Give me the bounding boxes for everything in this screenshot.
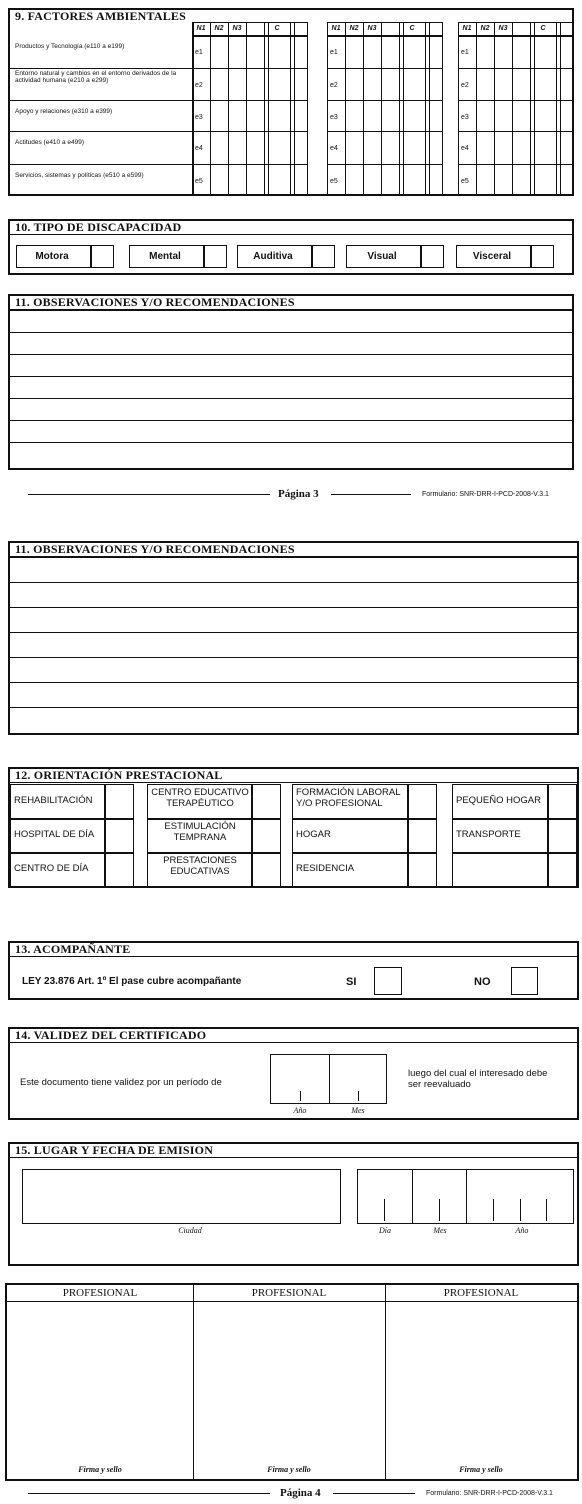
factor-header-n2: N2 [480,25,490,32]
acompanante-no-checkbox[interactable] [511,967,538,995]
orientacion-checkbox[interactable] [253,854,279,885]
form-code-4: Formulario: SNR-DRR-I-PCD-2008-V.3.1 [426,1490,553,1497]
orientacion-label: PEQUEÑO HOGAR [456,795,541,806]
factor-cell-input[interactable] [247,36,263,67]
factor-cell-input[interactable] [229,165,245,195]
city-caption: Ciudad [178,1226,202,1235]
factor-cell-input[interactable] [364,101,380,130]
factor-header-c: C [274,25,280,32]
acompanante-title: 13. ACOMPAÑANTE [10,943,577,957]
discapacidad-checkbox-auditiva[interactable] [313,247,333,266]
factor-header-n2: N2 [349,25,359,32]
orientacion-checkbox[interactable] [106,820,132,850]
year-field[interactable] [466,1169,574,1224]
factor-cell-input[interactable] [477,165,493,195]
signature-caption-1: Firma y sello [78,1465,122,1474]
discapacidad-label: Mental [149,251,181,262]
observacion-line-input[interactable] [10,583,577,606]
day-caption: Día [379,1226,391,1235]
discapacidad-checkbox-mental[interactable] [205,247,225,266]
observacion-line-input[interactable] [10,633,577,656]
factor-cell-input[interactable] [346,101,362,130]
factor-cell-input[interactable] [247,101,263,130]
factor-code: e3 [195,114,203,121]
factor-cell-input[interactable] [247,69,263,99]
factor-cell-input[interactable] [270,69,293,99]
orientacion-label: PRESTACIONES EDUCATIVAS [163,855,237,877]
orientacion-label: CENTRO EDUCATIVO TERAPÉUTICO [151,787,249,809]
orientacion-checkbox[interactable] [549,820,575,850]
validez-text-left: Este documento tiene validez por un período de [20,1077,222,1088]
factor-label: Productos y Tecnología (e110 a e199) [15,43,125,50]
observacion-line-input[interactable] [10,443,572,463]
factor-header-n1: N1 [331,25,341,32]
signature-area-2[interactable] [195,1303,383,1463]
acompanante-si-checkbox[interactable] [374,967,402,995]
factor-header-n1: N1 [196,25,206,32]
factor-cell-input[interactable] [405,132,428,163]
observaciones-title-2: 11. OBSERVACIONES Y/O RECOMENDACIONES [10,543,577,557]
validez-text-right: luego del cual el interesado debe ser reevaluado [408,1068,548,1090]
factor-label: Servicios, sistemas y políticas (e510 a e599) [15,172,144,179]
observacion-line-input[interactable] [10,608,577,631]
factor-cell-input[interactable] [513,101,529,130]
orientacion-checkbox[interactable] [549,854,575,885]
orientacion-checkbox[interactable] [409,786,435,816]
validez-month-caption: Mes [351,1106,365,1115]
factor-cell-input[interactable] [495,132,511,163]
orientacion-label: TRANSPORTE [456,829,521,840]
factor-cell-input[interactable] [405,36,428,67]
factor-cell-input[interactable] [513,36,529,67]
factor-code: e1 [195,49,203,56]
factor-cell-input[interactable] [495,69,511,99]
factor-code: e5 [195,178,203,185]
factor-cell-input[interactable] [270,101,293,130]
day-field[interactable] [357,1169,413,1224]
observacion-line-input[interactable] [10,333,572,353]
acompanante-section [8,941,579,1000]
observaciones-section-1 [8,294,574,470]
factor-cell-input[interactable] [513,69,529,99]
acompanante-no-label: NO [474,976,491,988]
discapacidad-label: Motora [35,251,69,262]
factor-header-n2: N2 [214,25,224,32]
factor-cell-input[interactable] [270,132,293,163]
year-caption: Año [515,1226,529,1235]
factor-code: e4 [330,145,338,152]
factor-cell-input[interactable] [382,165,398,195]
factor-code: e3 [461,114,469,121]
factor-cell-input[interactable] [536,101,559,130]
orientacion-checkbox[interactable] [409,854,435,885]
factor-cell-input[interactable] [346,132,362,163]
city-field[interactable] [22,1169,341,1224]
orientacion-label: HOGAR [296,829,331,840]
signature-caption-3: Firma y sello [459,1465,503,1474]
observaciones-title-1: 11. OBSERVACIONES Y/O RECOMENDACIONES [10,296,572,310]
factor-cell-input[interactable] [513,132,529,163]
factor-header-n1: N1 [462,25,472,32]
factor-cell-input[interactable] [211,165,227,195]
observaciones-section-2 [8,541,579,735]
page-footer-4 [0,1487,582,1501]
observacion-line-input[interactable] [10,658,577,681]
factor-cell-input[interactable] [364,36,380,67]
factor-cell-input[interactable] [536,69,559,99]
profesional-heading-2: PROFESIONAL [251,1287,327,1299]
signature-area-3[interactable] [387,1303,577,1463]
factor-code: e2 [461,82,469,89]
factor-cell-input[interactable] [382,132,398,163]
orientacion-checkbox[interactable] [253,820,279,850]
discapacidad-label: Auditiva [253,251,293,262]
discapacidad-title: 10. TIPO DE DISCAPACIDAD [10,221,572,235]
factor-cell-input[interactable] [364,69,380,99]
factor-cell-input[interactable] [382,101,398,130]
observacion-line-input[interactable] [10,399,572,419]
validez-month-field[interactable] [329,1054,387,1104]
orientacion-title: 12. ORIENTACIÓN PRESTACIONAL [10,769,577,783]
page-footer-3 [0,488,582,502]
factor-header-n3: N3 [232,25,242,32]
orientacion-checkbox[interactable] [106,786,132,816]
factor-cell-input[interactable] [229,69,245,99]
orientacion-label: REHABILITACIÓN [14,795,93,806]
factor-cell-input[interactable] [211,132,227,163]
discapacidad-checkbox-visual[interactable] [422,247,442,266]
factor-cell-input[interactable] [536,36,559,67]
factor-cell-input[interactable] [270,36,293,67]
factor-cell-input[interactable] [247,132,263,163]
factor-code: e2 [195,82,203,89]
orientacion-label: HOSPITAL DE DÍA [14,829,95,840]
factor-cell-input[interactable] [247,165,263,195]
factor-cell-input[interactable] [536,165,559,195]
acompanante-si-label: SI [346,976,357,988]
factor-cell-input[interactable] [405,165,428,195]
discapacidad-checkbox-visceral[interactable] [532,247,552,266]
factor-header-n3: N3 [367,25,377,32]
orientacion-checkbox[interactable] [253,786,279,816]
orientacion-checkbox[interactable] [409,820,435,850]
factor-cell-input[interactable] [495,101,511,130]
observacion-line-input[interactable] [10,311,572,331]
factor-code: e1 [461,49,469,56]
orientacion-checkbox[interactable] [549,786,575,816]
page-number-4: Página 4 [280,1487,321,1499]
profesional-heading-3: PROFESIONAL [443,1287,519,1299]
factor-cell-input[interactable] [477,36,493,67]
discapacidad-label: Visceral [472,251,512,262]
observacion-line-input[interactable] [10,355,572,375]
factor-cell-input[interactable] [364,132,380,163]
factor-cell-input[interactable] [405,69,428,99]
factor-cell-input[interactable] [229,132,245,163]
factor-cell-input[interactable] [477,132,493,163]
factor-cell-input[interactable] [382,36,398,67]
factor-cell-input[interactable] [229,101,245,130]
form-code-3: Formulario: SNR-DRR-I-PCD-2008-V.3.1 [422,491,549,498]
factor-cell-input[interactable] [477,101,493,130]
profesional-heading-1: PROFESIONAL [62,1287,138,1299]
orientacion-label: CENTRO DE DÍA [14,863,89,874]
validez-year-caption: Año [293,1106,307,1115]
orientacion-checkbox[interactable] [106,854,132,885]
factor-cell-input[interactable] [495,36,511,67]
observacion-line-input[interactable] [10,421,572,441]
factor-cell-input[interactable] [211,69,227,99]
orientacion-label: RESIDENCIA [296,863,355,874]
signature-caption-2: Firma y sello [267,1465,311,1474]
factor-code: e2 [330,82,338,89]
factor-code: e4 [461,145,469,152]
signature-area-1[interactable] [9,1303,191,1463]
factor-label: Actitudes (e410 a e499) [15,139,85,146]
discapacidad-checkbox-motora[interactable] [92,247,112,266]
factor-cell-input[interactable] [211,101,227,130]
factor-code: e1 [330,49,338,56]
factor-cell-input[interactable] [495,165,511,195]
factor-code: e3 [330,114,338,121]
factor-cell-input[interactable] [211,36,227,67]
orientacion-label: ESTIMULACIÓN TEMPRANA [164,821,236,843]
factor-cell-input[interactable] [405,101,428,130]
factor-cell-input[interactable] [364,165,380,195]
month-field[interactable] [412,1169,467,1224]
factor-cell-input[interactable] [513,165,529,195]
page-number-3: Página 3 [278,488,319,500]
factores-title: 9. FACTORES AMBIENTALES [15,9,186,23]
lugar-fecha-section [8,1142,579,1266]
acompanante-law: LEY 23.876 Art. 1º El pase cubre acompañante [22,976,242,987]
validez-title: 14. VALIDEZ DEL CERTIFICADO [10,1029,577,1043]
factor-cell-input[interactable] [346,36,362,67]
month-caption: Mes [433,1226,447,1235]
validez-section [8,1027,579,1120]
discapacidad-label: Visual [367,251,397,262]
factor-cell-input[interactable] [346,165,362,195]
factor-cell-input[interactable] [382,69,398,99]
observacion-line-input[interactable] [10,683,577,706]
orientacion-label: FORMACIÓN LABORAL Y/O PROFESIONAL [296,787,401,809]
factor-cell-input[interactable] [536,132,559,163]
profesionales-section [5,1283,579,1481]
lugar-title: 15. LUGAR Y FECHA DE EMISION [10,1144,577,1158]
factor-cell-input[interactable] [229,36,245,67]
factor-cell-input[interactable] [477,69,493,99]
factor-code: e5 [330,178,338,185]
factor-header-c: C [540,25,546,32]
observacion-line-input[interactable] [10,377,572,397]
observacion-line-input[interactable] [10,558,577,581]
factor-cell-input[interactable] [346,69,362,99]
factor-header-c: C [409,25,415,32]
factor-cell-input[interactable] [270,165,293,195]
factor-code: e5 [461,178,469,185]
validez-year-field[interactable] [270,1054,330,1104]
factor-code: e4 [195,145,203,152]
factor-header-n3: N3 [498,25,508,32]
observacion-line-input[interactable] [10,708,577,731]
factor-label: Entorno natural y cambios en el entorno derivados de la actividad humana (e210 a e299) [15,70,177,84]
factor-label: Apoyo y relaciones (e310 a e399) [15,108,113,115]
